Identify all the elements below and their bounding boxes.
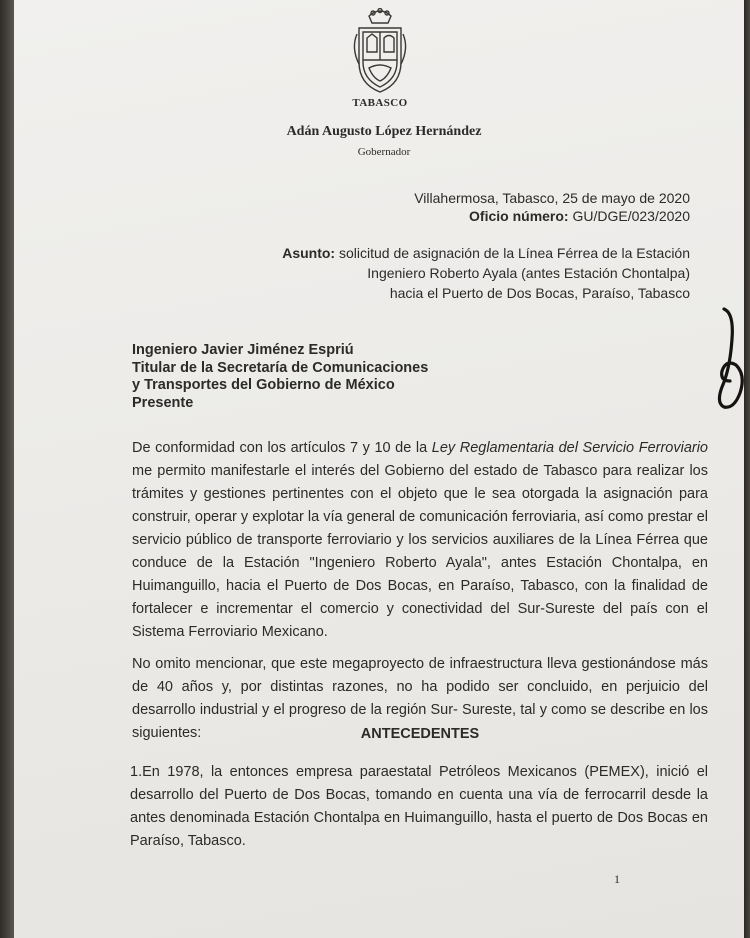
place-date: Villahermosa, Tabasco, 25 de mayo de 2020: [414, 190, 690, 206]
antecedent-item-1: 1.En 1978, la entonces empresa paraestatal Petróleos Mexicanos (PEMEX), inició el desarrollo del Puerto de Dos Bocas, tomando en cuenta una vía de ferrocarril desde la antes denominada Estación Chontalpa en Huimanguillo, hasta el puerto de Dos Bocas en Paraíso, Tabasco.: [130, 764, 708, 849]
asunto-line-2: Ingeniero Roberto Ayala (antes Estación Chontalpa): [367, 265, 690, 281]
oficio-value: GU/DGE/023/2020: [568, 208, 690, 224]
asunto-line-3: hacia el Puerto de Dos Bocas, Paraíso, Tabasco: [389, 285, 690, 301]
page-shadow-right: [744, 0, 750, 938]
tabasco-coat-of-arms-icon: [349, 8, 411, 96]
paragraph-text: me permito manifestarle el interés del Gobierno del estado de Tabasco para realizar los trámites y gestiones pertinentes con el objeto que le sea otorgada la asignación para construir, operar y explotar la vía general de comunicación ferroviaria, así como prestar el servicio público de transporte ferroviario y los servicios auxiliares de la Línea Férrea que conduce de la Estación "Ingeniero Roberto Ayala", antes Estación Chontalpa, en Huimanguillo, hacia el Puerto de Dos Bocas, en Paraíso, Tabasco, con la finalidad de fortalecer e incrementar el comercio y conectividad del Sur-Sureste del país con el Sistema Ferroviario Mexicano.: [132, 463, 708, 640]
oficio-label: Oficio número:: [469, 208, 569, 224]
paragraph-text: De conformidad con los artículos 7 y 10 de la: [132, 440, 432, 456]
body-paragraph-2: No omito mencionar, que este megaproyecto de infraestructura lleva gestionándose más de 40 años y, por distintas razones, no ha podido ser concluido, en perjuicio del desarrollo industrial y el progreso de la región Sur- Sureste, tal y como se describe en los siguientes:: [132, 656, 708, 741]
recipient-name: Ingeniero Javier Jiménez Espriú: [132, 342, 354, 358]
subject-block: [282, 243, 690, 303]
asunto-label: Asunto:: [282, 245, 336, 261]
recipient-block: [132, 342, 428, 412]
page-number: 1: [614, 872, 620, 886]
governor-title: Gobernador: [357, 146, 411, 158]
recipient-title-2: y Transportes del Gobierno de México: [132, 377, 395, 393]
seal-label: TABASCO: [352, 97, 408, 109]
asunto-line-1: solicitud de asignación de la Línea Férrea de la Estación: [335, 245, 690, 261]
governor-name: Adán Augusto López Hernández: [286, 124, 482, 139]
recipient-title-1: Titular de la Secretaría de Comunicaciones: [132, 359, 429, 376]
document-page: [14, 0, 748, 938]
body-paragraph-1: [132, 437, 708, 644]
oficio-number: [469, 208, 690, 224]
page-shadow-left: [0, 0, 14, 938]
section-heading: ANTECEDENTES: [360, 726, 480, 742]
recipient-presente: Presente: [132, 394, 194, 411]
law-title: Ley Reglamentaria del Servicio Ferroviario: [431, 440, 708, 456]
